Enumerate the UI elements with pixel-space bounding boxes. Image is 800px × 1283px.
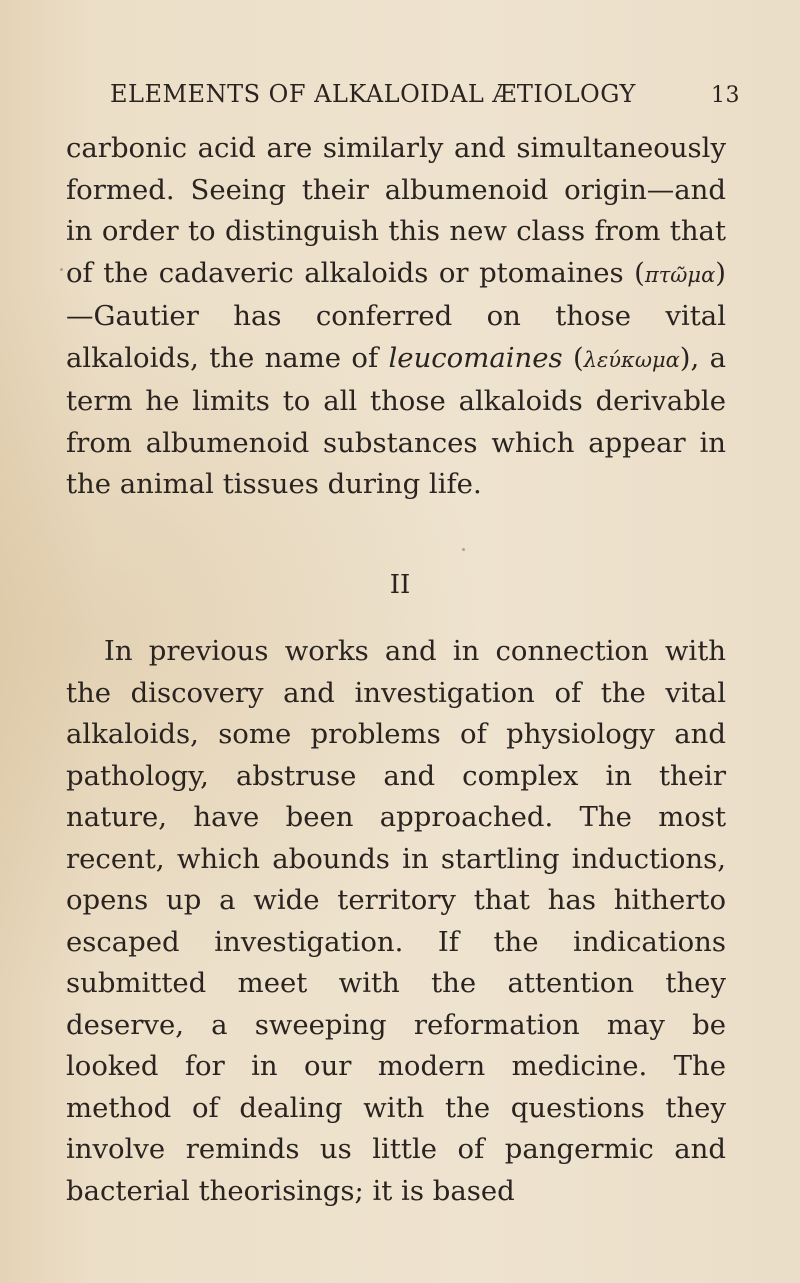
italic-term: leucomaines	[388, 341, 563, 374]
page-header	[110, 80, 740, 108]
page-number: 13	[711, 83, 740, 108]
text-segment: carbonic acid are similarly and simultaneously formed. Seeing their albumenoid origin—and in order to distinguish this new class from that of the cadaveric alkaloids or ptomaines (	[66, 132, 726, 289]
greek-word: λεύκωμα	[583, 347, 680, 372]
paragraph-section-two	[66, 631, 726, 1212]
text-segment: )—Gautier has conferred on those vital alkaloids, the name of	[66, 256, 726, 374]
paper-speck	[462, 548, 465, 551]
paragraph-text: In previous works and in connection with the discovery and investigation of the vital alkaloids, some problems of physiology and pathology, abstruse and complex in their nature, have been approached. The most recent, which abounds in startling inductions, opens up a wide territory that has hitherto escaped investigation. If the indications submitted meet with the attention they deserve, a sweeping reformation may be looked for in our modern medicine. The method of dealing with the questions they involve reminds us little of pangermic and bacterial theorisings; it is based	[66, 635, 726, 1207]
text-segment: ), a term he limits to all those alkaloids derivable from albumenoid substances which appear in the animal tissues during life.	[66, 341, 726, 500]
paragraph-text	[66, 128, 726, 506]
greek-word: πτῶμα	[644, 262, 716, 287]
text-segment: (	[562, 341, 584, 374]
paper-speck	[60, 268, 63, 271]
paragraph-continued	[66, 128, 726, 506]
section-number: II	[389, 570, 411, 600]
running-title: ELEMENTS OF ALKALOIDAL ÆTIOLOGY	[110, 80, 636, 108]
